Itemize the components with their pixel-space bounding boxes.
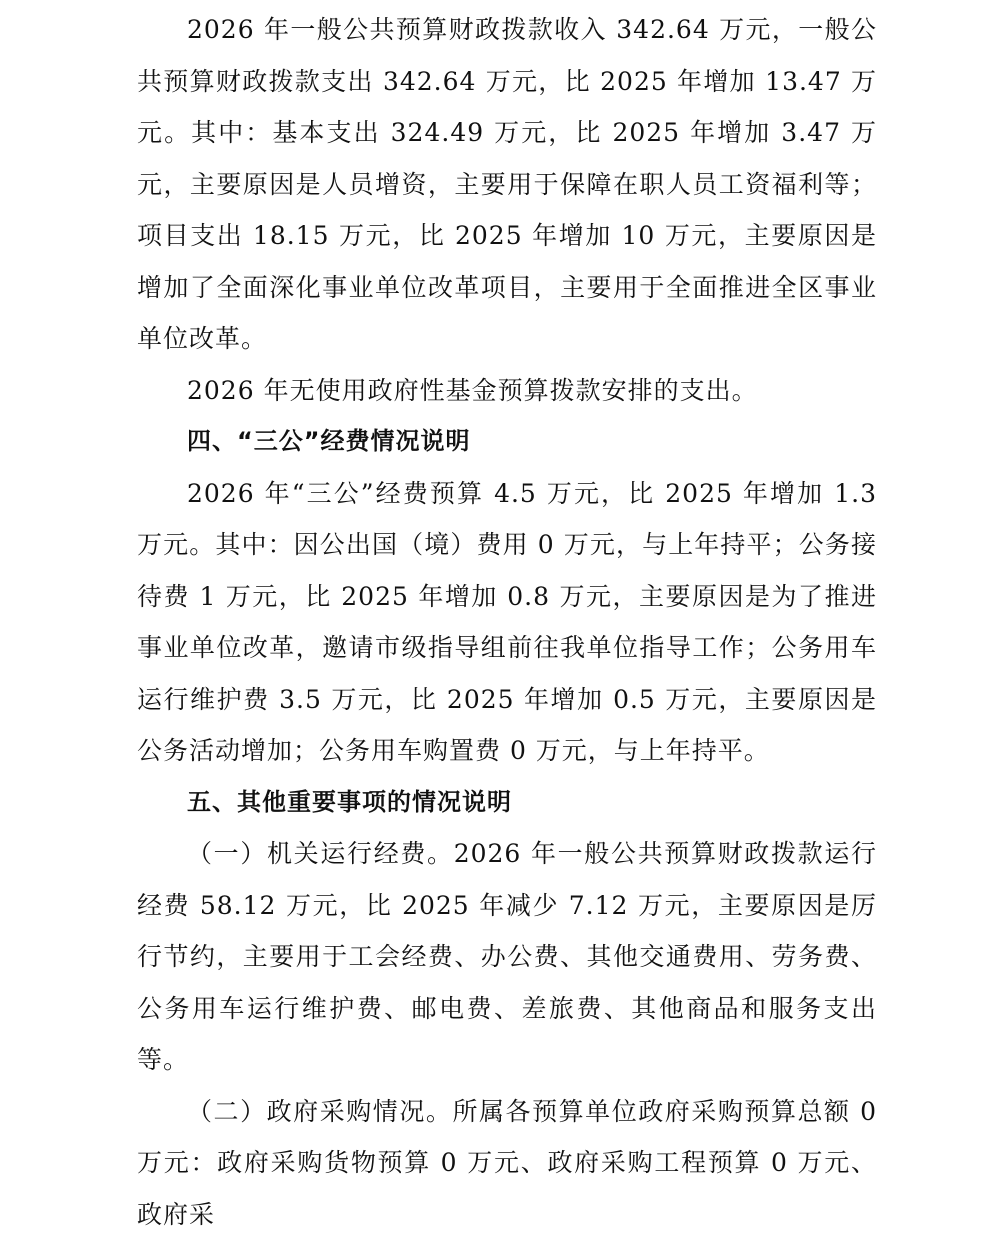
section-heading-three-public-expenses: 四、“三公”经费情况说明 [137,416,877,468]
paragraph-three-public-expenses: 2026 年“三公”经费预算 4.5 万元，比 2025 年增加 1.3 万元。其中：因公出国（境）费用 0 万元，与上年持平；公务接待费 1 万元，比 2025 年增加 0.8 万元，主要原因是为了推进事业单位改革，邀请市级指导组前往我单位指导工作；公务用车运行维护费 3.5 万元，比 2025 年增加 0.5 万元，主要原因是公务活动增加；公务用车购置费 0 万元，与上年持平。 [137,468,877,777]
paragraph-government-fund: 2026 年无使用政府性基金预算拨款安排的支出。 [137,365,877,417]
paragraph-government-procurement: （二）政府采购情况。所属各预算单位政府采购预算总额 0 万元：政府采购货物预算 0 万元、政府采购工程预算 0 万元、政府采 [137,1086,877,1240]
document-page [137,4,877,1240]
paragraph-operating-expenses: （一）机关运行经费。2026 年一般公共预算财政拨款运行经费 58.12 万元，比 2025 年减少 7.12 万元，主要原因是厉行节约，主要用于工会经费、办公费、其他交通费用、劳务费、公务用车运行维护费、邮电费、差旅费、其他商品和服务支出等。 [137,828,877,1086]
section-heading-other-matters: 五、其他重要事项的情况说明 [137,777,877,829]
paragraph-general-budget-income: 2026 年一般公共预算财政拨款收入 342.64 万元，一般公共预算财政拨款支出 342.64 万元，比 2025 年增加 13.47 万元。其中：基本支出 324.49 万元，比 2025 年增加 3.47 万元，主要原因是人员增资，主要用于保障在职人员工资福利等；项目支出 18.15 万元，比 2025 年增加 10 万元，主要原因是增加了全面深化事业单位改革项目，主要用于全面推进全区事业单位改革。 [137,4,877,365]
